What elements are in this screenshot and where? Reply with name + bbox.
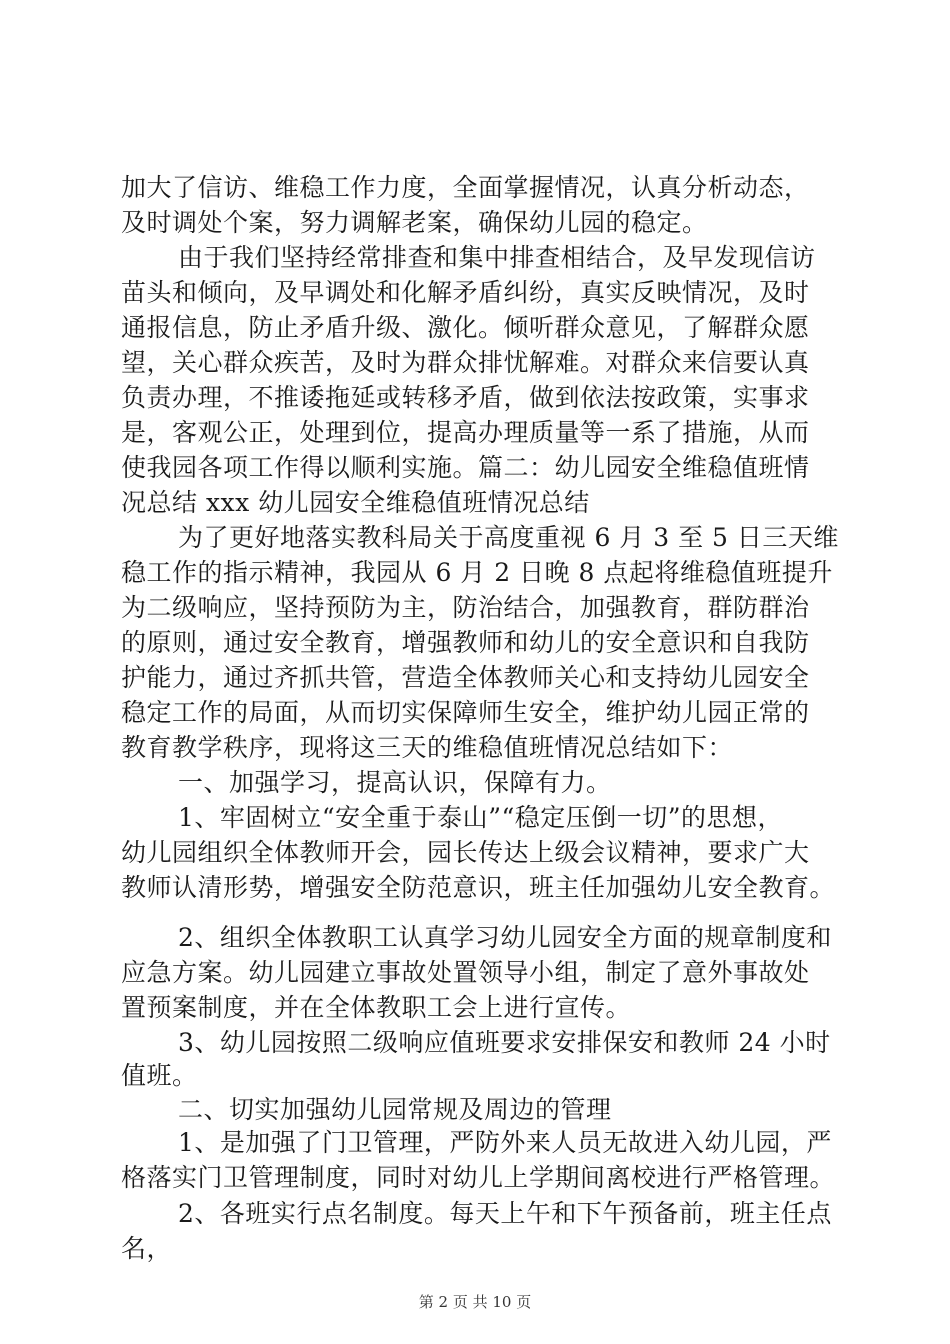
text-line: 由于我们坚持经常排查和集中排查相结合，及早发现信访	[178, 243, 816, 272]
text-line: 况总结 xxx 幼儿园安全维稳值班情况总结	[121, 488, 590, 517]
page-number-footer: 第 2 页 共 10 页	[418, 1293, 532, 1311]
text-line: 及时调处个案，努力调解老案，确保幼儿园的稳定。	[121, 208, 708, 237]
text-line: 护能力，通过齐抓共管，营造全体教师关心和支持幼儿园安全	[121, 663, 810, 692]
text-line: 苗头和倾向，及早调处和化解矛盾纠纷，真实反映情况，及时	[121, 278, 810, 307]
text-line: 值班。	[121, 1061, 198, 1090]
text-line: 3、幼儿园按照二级响应值班要求安排保安和教师 24 小时	[178, 1028, 831, 1057]
text-line: 应急方案。幼儿园建立事故处置领导小组，制定了意外事故处	[121, 958, 810, 987]
text-line: 2、组织全体教职工认真学习幼儿园安全方面的规章制度和	[178, 923, 832, 952]
text-line: 的原则，通过安全教育，增强教师和幼儿的安全意识和自我防	[121, 628, 810, 657]
text-line: 通报信息，防止矛盾升级、激化。倾听群众意见，了解群众愿	[121, 313, 810, 342]
text-line: 使我园各项工作得以顺利实施。篇二：幼儿园安全维稳值班情	[121, 453, 810, 482]
text-line: 1、是加强了门卫管理，严防外来人员无故进入幼儿园，严	[178, 1128, 832, 1157]
text-line: 置预案制度，并在全体教职工会上进行宣传。	[121, 993, 632, 1022]
text-line: 稳工作的指示精神，我园从 6 月 2 日晚 8 点起将维稳值班提升	[121, 558, 833, 587]
text-line: 格落实门卫管理制度，同时对幼儿上学期间离校进行严格管理。	[121, 1163, 836, 1192]
text-line: 稳定工作的局面，从而切实保障师生安全，维护幼儿园正常的	[121, 698, 810, 727]
text-line: 教育教学秩序，现将这三天的维稳值班情况总结如下：	[121, 733, 734, 762]
text-line: 加大了信访、维稳工作力度，全面掌握情况，认真分析动态，	[121, 173, 810, 202]
text-line: 教师认清形势，增强安全防范意识，班主任加强幼儿安全教育。	[121, 873, 836, 902]
section-heading: 二、切实加强幼儿园常规及周边的管理	[178, 1095, 612, 1124]
text-line: 为了更好地落实教科局关于高度重视 6 月 3 至 5 日三天维	[178, 523, 839, 552]
text-line: 幼儿园组织全体教师开会，园长传达上级会议精神，要求广大	[121, 838, 810, 867]
section-heading: 一、加强学习，提高认识，保障有力。	[178, 768, 612, 797]
text-line: 名，	[121, 1234, 173, 1263]
text-line: 1、牢固树立“安全重于泰山”“稳定压倒一切”的思想，	[178, 803, 784, 832]
text-line: 2、各班实行点名制度。每天上午和下午预备前，班主任点	[178, 1199, 832, 1228]
text-line: 是，客观公正，处理到位，提高办理质量等一系了措施，从而	[121, 418, 810, 447]
text-line: 望，关心群众疾苦，及时为群众排忧解难。对群众来信要认真	[121, 348, 810, 377]
text-line: 负责办理，不推诿拖延或转移矛盾，做到依法按政策，实事求	[121, 383, 810, 412]
text-line: 为二级响应，坚持预防为主，防治结合，加强教育，群防群治	[121, 593, 810, 622]
